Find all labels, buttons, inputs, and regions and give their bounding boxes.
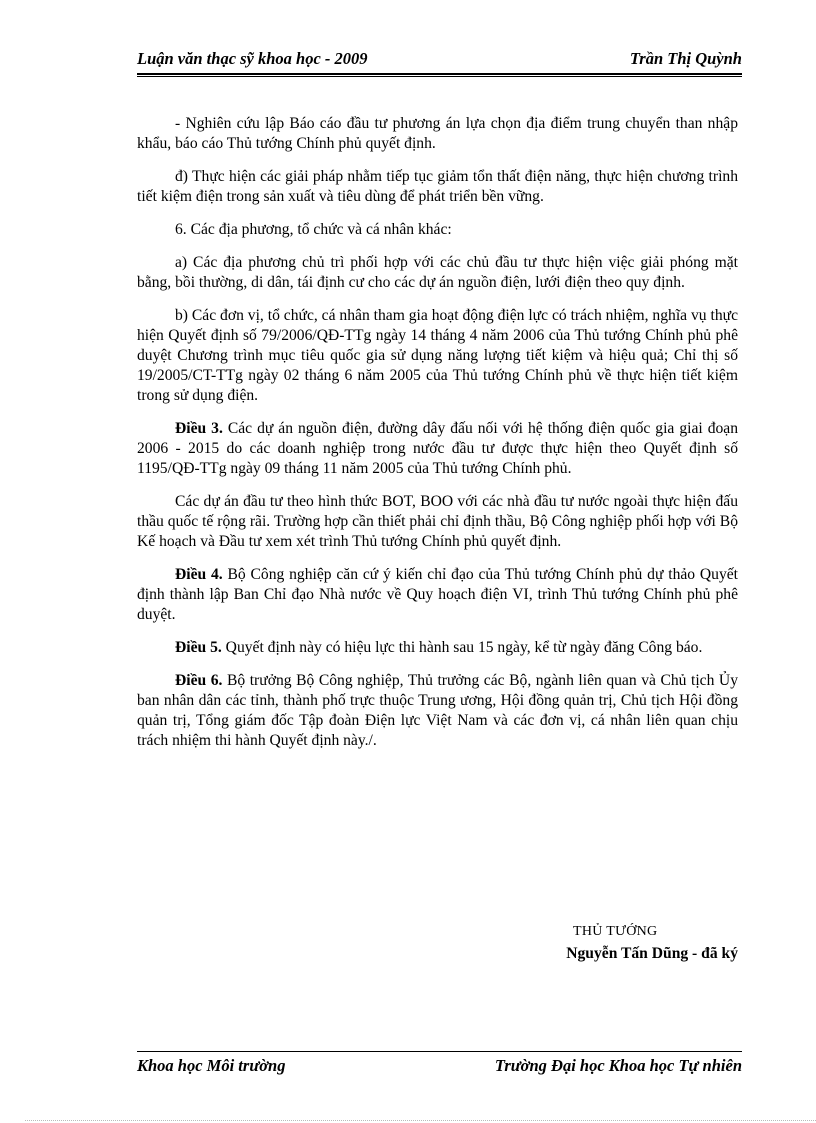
paragraph: a) Các địa phương chủ trì phối hợp với các chủ đầu tư thực hiện việc giải phóng mặt bằng, bồi thường, di dân, tái định cư cho các dự án nguồn điện, lưới điện theo quy định. bbox=[137, 254, 738, 291]
paragraph: b) Các đơn vị, tổ chức, cá nhân tham gia hoạt động điện lực có trách nhiệm, nghĩa vụ thực hiện Quyết định số 79/2006/QĐ-TTg ngày 14 tháng 4 năm 2006 của Thủ tướng Chính phủ phê duyệt Chương trình mục tiêu quốc gia sử dụng năng lượng tiết kiệm và hiệu quả; Chỉ thị số 19/2005/CT-TTg ngày 02 tháng 6 năm 2005 của Thủ tướng Chính phủ về thực hiện tiết kiệm trong sử dụng điện. bbox=[137, 307, 738, 404]
footer-department: Khoa học Môi trường bbox=[137, 1056, 286, 1075]
article-5-heading: Điều 5. bbox=[175, 639, 222, 656]
paragraph: - Nghiên cứu lập Báo cáo đầu tư phương án lựa chọn địa điểm trung chuyển than nhập khẩu, báo cáo Thủ tướng Chính phủ quyết định. bbox=[137, 115, 738, 152]
signature-title: THỦ TƯỚNG bbox=[573, 924, 658, 939]
signature-name: Nguyễn Tấn Dũng - đã ký bbox=[566, 945, 738, 962]
page-bottom-dotted-edge bbox=[25, 1120, 816, 1121]
article-3-paragraph: Điều 3. Các dự án nguồn điện, đường dây đấu nối với hệ thống điện quốc gia giai đoạn 2006 - 2015 do các doanh nghiệp trong nước đầu tư được thực hiện theo Quyết định số 1195/QĐ-TTg ngày 09 tháng 11 năm 2005 của Thủ tướng Chính phủ. bbox=[137, 420, 739, 477]
header-author: Trần Thị Quỳnh bbox=[629, 49, 742, 68]
footer-university: Trường Đại học Khoa học Tự nhiên bbox=[494, 1056, 742, 1075]
header-rule bbox=[137, 73, 742, 77]
paragraph: 6. Các địa phương, tổ chức và cá nhân khác: bbox=[175, 221, 452, 238]
paragraph: Các dự án đầu tư theo hình thức BOT, BOO với các nhà đầu tư nước ngoài thực hiện đấu thầu quốc tế rộng rãi. Trường hợp cần thiết phải chỉ định thầu, Bộ Công nghiệp phối hợp với Bộ Kế hoạch và Đầu tư xem xét trình Thủ tướng Chính phủ quyết định. bbox=[137, 493, 738, 550]
article-5-paragraph: Điều 5. Quyết định này có hiệu lực thi hành sau 15 ngày, kể từ ngày đăng Công báo. bbox=[175, 639, 703, 656]
article-4-heading: Điều 4. bbox=[175, 566, 223, 583]
article-4-paragraph: Điều 4. Bộ Công nghiệp căn cứ ý kiến chỉ đạo của Thủ tướng Chính phủ dự thảo Quyết định thành lập Ban Chỉ đạo Nhà nước về Quy hoạch điện VI, trình Thủ tướng Chính phủ phê duyệt. bbox=[137, 566, 739, 623]
document-body bbox=[137, 114, 738, 764]
article-6-heading: Điều 6. bbox=[175, 672, 223, 689]
paragraph: đ) Thực hiện các giải pháp nhằm tiếp tục giảm tổn thất điện năng, thực hiện chương trình tiết kiệm điện trong sản xuất và tiêu dùng để phát triển bền vững. bbox=[137, 168, 738, 205]
article-6-paragraph: Điều 6. Bộ trưởng Bộ Công nghiệp, Thủ trưởng các Bộ, ngành liên quan và Chủ tịch Ủy ban nhân dân các tỉnh, thành phố trực thuộc Trung ương, Hội đồng quản trị, Chủ tịch Hội đồng quản trị, Tổng giám đốc Tập đoàn Điện lực Việt Nam và các đơn vị, cá nhân liên quan chịu trách nhiệm thi hành Quyết định này./. bbox=[137, 672, 738, 749]
header-thesis-title: Luận văn thạc sỹ khoa học - 2009 bbox=[137, 49, 368, 68]
page-header bbox=[137, 49, 742, 71]
footer-rule bbox=[137, 1051, 742, 1052]
article-3-heading: Điều 3. bbox=[175, 420, 223, 437]
page-footer bbox=[137, 1056, 742, 1078]
